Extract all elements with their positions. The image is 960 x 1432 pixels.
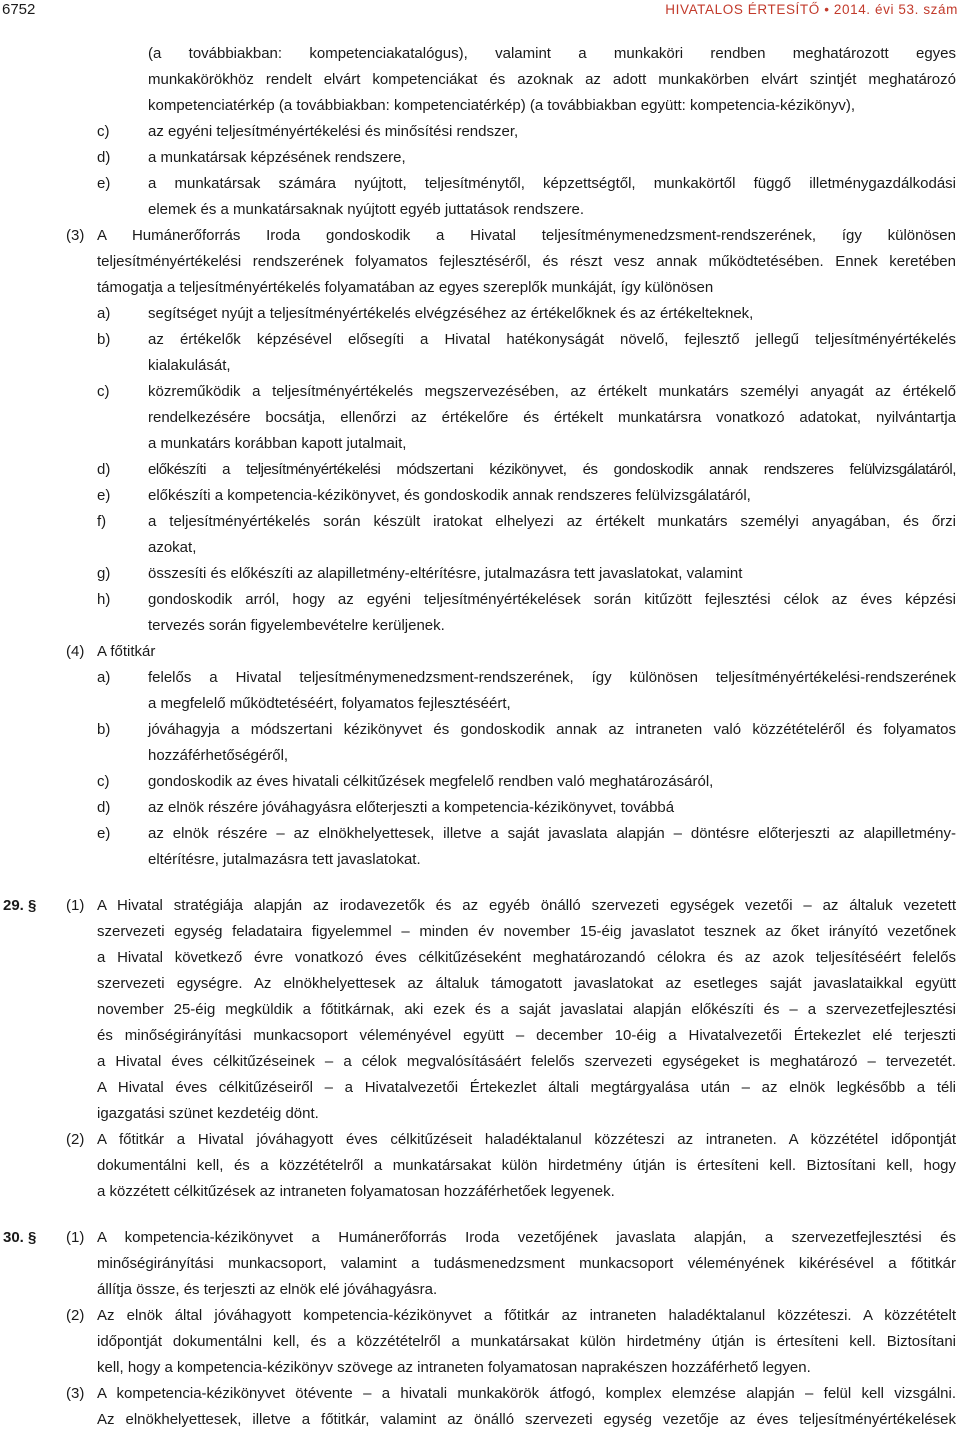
text-line: dokumentálni kell, és a közzétételről a munkatársakat külön hirdetmény útján is értesíteni kell. Biztosítani kell, hogy xyxy=(97,1157,956,1174)
text-line: A Hivatal éves célkitűzéseiről – a Hivatalvezetői Értekezlet általi megtárgyalása után – az elnök legkésőbb a téli xyxy=(97,1079,956,1096)
list-item: a munkatársak képzésének rendszere, xyxy=(148,149,406,166)
list-item: a teljesítményértékelés során készült iratokat elhelyezi az értékelt munkatárs személyi anyagában, és őrzi xyxy=(148,513,956,530)
list-marker: a) xyxy=(97,305,111,322)
text-line: a munkatárs korábban kapott jutalmait, xyxy=(148,435,407,452)
text-line: november 25-éig megküldik a főtitkárnak, aki ezek és a saját javaslatai alapján előkészíti és – a szervezetfejlesztési xyxy=(97,1001,956,1018)
text-line: támogatja a teljesítményértékelés folyamatában az egyes szereplők munkáját, így különösen xyxy=(97,279,714,296)
list-item: jóváhagyja a módszertani kézikönyvet és gondoskodik annak az intraneten való közzétételéről és folyamatos xyxy=(148,721,956,738)
list-item: segítséget nyújt a teljesítményértékelés elvégzéséhez az értékelőknek és az értékelteknek, xyxy=(148,305,754,322)
text-line: és minőségirányítási munkacsoport véleményével együtt – december 10-éig a Hivatalvezetői Értekezlet elé terjeszti xyxy=(97,1027,956,1044)
list-marker: e) xyxy=(97,825,111,842)
paragraph-number: (4) xyxy=(66,643,85,660)
list-marker: d) xyxy=(97,799,111,816)
section-number: 29. § xyxy=(3,897,37,914)
text-line: szervezeti egység feladataira figyelemmel – minden év november 15-éig javaslatot tesznek az őket irányító vezetőnek xyxy=(97,923,956,940)
text-line: a közzétett célkitűzések az intraneten folyamatosan hozzáférhetőek legyenek. xyxy=(97,1183,615,1200)
list-item: az értékelők képzésével elősegíti a Hivatal hatékonyságát növelő, fejlesztő jellegű teljesítményértékelés xyxy=(148,331,956,348)
paragraph-number: (1) xyxy=(66,897,85,914)
list-marker: a) xyxy=(97,669,111,686)
section-number: 30. § xyxy=(3,1229,37,1246)
list-marker: d) xyxy=(97,461,111,478)
text-line: Az elnökhelyettesek, illetve a főtitkár, valamint az önálló szervezeti egység vezetője az éves teljesítményértékelések xyxy=(97,1411,956,1428)
list-marker: h) xyxy=(97,591,111,608)
text-line: A főtitkár a Hivatal jóváhagyott éves célkitűzéseit haladéktalanul közzéteszi az intraneten. A közzététel időpontját xyxy=(97,1131,956,1148)
list-marker: b) xyxy=(97,721,111,738)
text-line: hozzáférhetőségéről, xyxy=(148,747,289,764)
text-line: A kompetencia-kézikönyvet a Humánerőforrás Iroda vezetőjének javaslata alapján, a szervezetfejlesztési és xyxy=(97,1229,956,1246)
list-marker: c) xyxy=(97,123,110,140)
list-item: közreműködik a teljesítményértékelés megszervezésében, az értékelt munkatárs személyi anyagát az értékelő xyxy=(148,383,956,400)
text-line: a Hivatal következő évre vonatkozó éves célkitűzéseként meghatározandó célokra és az azok teljesítéséért felelős xyxy=(97,949,956,966)
text-line: időpontját dokumentálni kell, és a közzétételről a munkatársakat külön hirdetmény útján is értesíteni kell. Biztosítani xyxy=(97,1333,956,1350)
paragraph-number: (2) xyxy=(66,1307,85,1324)
text-line: A Hivatal stratégiája alapján az irodavezetők és az egyéb önálló szervezeti egységek vezetői – az általuk vezetett xyxy=(97,897,956,914)
list-marker: f) xyxy=(97,513,107,530)
text-line: minőségirányítási munkacsoport, valamint a tudásmenedzsment munkacsoport véleményének kikérésével a főtitkár xyxy=(97,1255,956,1272)
list-item: gondoskodik az éves hivatali célkitűzések megfelelő rendben való meghatározásáról, xyxy=(148,773,714,790)
text-line: Az elnök által jóváhagyott kompetencia-kézikönyvet a főtitkár az intraneten haladéktalanul közzéteszi. A közzétételt xyxy=(97,1307,956,1324)
list-marker: b) xyxy=(97,331,111,348)
list-item: előkészíti a teljesítményértékelési módszertani kézikönyvet, és gondoskodik annak rendszeres felülvizsgálatáról, xyxy=(148,461,956,478)
text-line: szervezeti egységre. Az elnökhelyettesek az általuk támogatott javaslatokat az esetleges saját javaslataikkal együtt xyxy=(97,975,956,992)
text-line: állítja össze, és terjeszti az elnök elé jóváhagyásra. xyxy=(97,1281,438,1298)
list-item: az elnök részére – az elnökhelyettesek, illetve a saját javaslata alapján – döntésre előterjeszti az alapilletmény- xyxy=(148,825,956,842)
text-line: kialakulását, xyxy=(148,357,231,374)
list-item: az egyéni teljesítményértékelési és minősítési rendszer, xyxy=(148,123,519,140)
list-marker: c) xyxy=(97,773,110,790)
text-line: a Hivatal éves célkitűzéseinek – a célok megvalósításáért felelős szervezeti egységeket is meghatározó – tervezetét. xyxy=(97,1053,956,1070)
list-item: a munkatársak számára nyújtott, teljesítménytől, képzettségtől, munkakörtől függő illetménygazdálkodási xyxy=(148,175,956,192)
paragraph-number: (1) xyxy=(66,1229,85,1246)
text-line: A kompetencia-kézikönyvet ötévente – a hivatali munkakörök átfogó, komplex elemzése alapján – felül kell vizsgálni. xyxy=(97,1385,956,1402)
text-line: munkakörökhöz rendelt elvárt kompetenciákat és azoknak az adott munkakörben elvárt szintjét meghatározó xyxy=(148,71,956,88)
text-line: a megfelelő működtetéséért, folyamatos fejlesztéséért, xyxy=(148,695,511,712)
list-item: gondoskodik arról, hogy az egyéni teljesítményértékelések során kitűzött fejlesztési célok az éves képzési xyxy=(148,591,956,608)
list-item: az elnök részére jóváhagyásra előterjeszti a kompetencia-kézikönyvet, továbbá xyxy=(148,799,675,816)
list-item: összesíti és előkészíti az alapilletmény-eltérítésre, jutalmazásra tett javaslatokat, valamint xyxy=(148,565,743,582)
text-line: A főtitkár xyxy=(97,643,156,660)
list-marker: g) xyxy=(97,565,111,582)
text-line: eltérítésre, jutalmazásra tett javaslatokat. xyxy=(148,851,421,868)
page-number: 6752 xyxy=(2,1,36,18)
text-line: A Humánerőforrás Iroda gondoskodik a Hivatal teljesítménymenedzsment-rendszerének, így különösen xyxy=(97,227,956,244)
text-line: azokat, xyxy=(148,539,197,556)
list-item: felelős a Hivatal teljesítménymenedzsment-rendszerének, így különösen teljesítményértékelési-rendszerének xyxy=(148,669,956,686)
list-marker: e) xyxy=(97,175,111,192)
page-header xyxy=(0,0,960,26)
text-line: tervezés során figyelembevételre kerüljenek. xyxy=(148,617,445,634)
text-line: (a továbbiakban: kompetenciakatalógus), valamint a munkaköri rendben meghatározott egyes xyxy=(148,45,956,62)
text-line: rendelkezésére bocsátja, ellenőrzi az értékelőre és értékelt munkatársra vonatkozó adatokat, nyilvántartja xyxy=(148,409,956,426)
text-line: teljesítményértékelési rendszerének folyamatos fejlesztéséről, és részt vesz annak működtetésében. Ennek keretében xyxy=(97,253,956,270)
list-marker: e) xyxy=(97,487,111,504)
text-line: igazgatási szünet kezdetéig dönt. xyxy=(97,1105,319,1122)
text-line: kompetenciatérkép (a továbbiakban: kompetenciatérkép) (a továbbiakban együtt: kompetencia-kézikönyv), xyxy=(148,97,856,114)
paragraph-number: (3) xyxy=(66,227,85,244)
text-line: kell, hogy a kompetencia-kézikönyv szövege az intraneten folyamatosan naprakészen hozzáférhető legyen. xyxy=(97,1359,811,1376)
list-marker: d) xyxy=(97,149,111,166)
paragraph-number: (2) xyxy=(66,1131,85,1148)
paragraph-number: (3) xyxy=(66,1385,85,1402)
list-marker: c) xyxy=(97,383,110,400)
publication-title: HIVATALOS ÉRTESÍTŐ • 2014. évi 53. szám xyxy=(665,2,958,17)
text-line: elemek és a munkatársaknak nyújtott egyéb juttatások rendszere. xyxy=(148,201,585,218)
list-item: előkészíti a kompetencia-kézikönyvet, és gondoskodik annak rendszeres felülvizsgálatáról, xyxy=(148,487,751,504)
